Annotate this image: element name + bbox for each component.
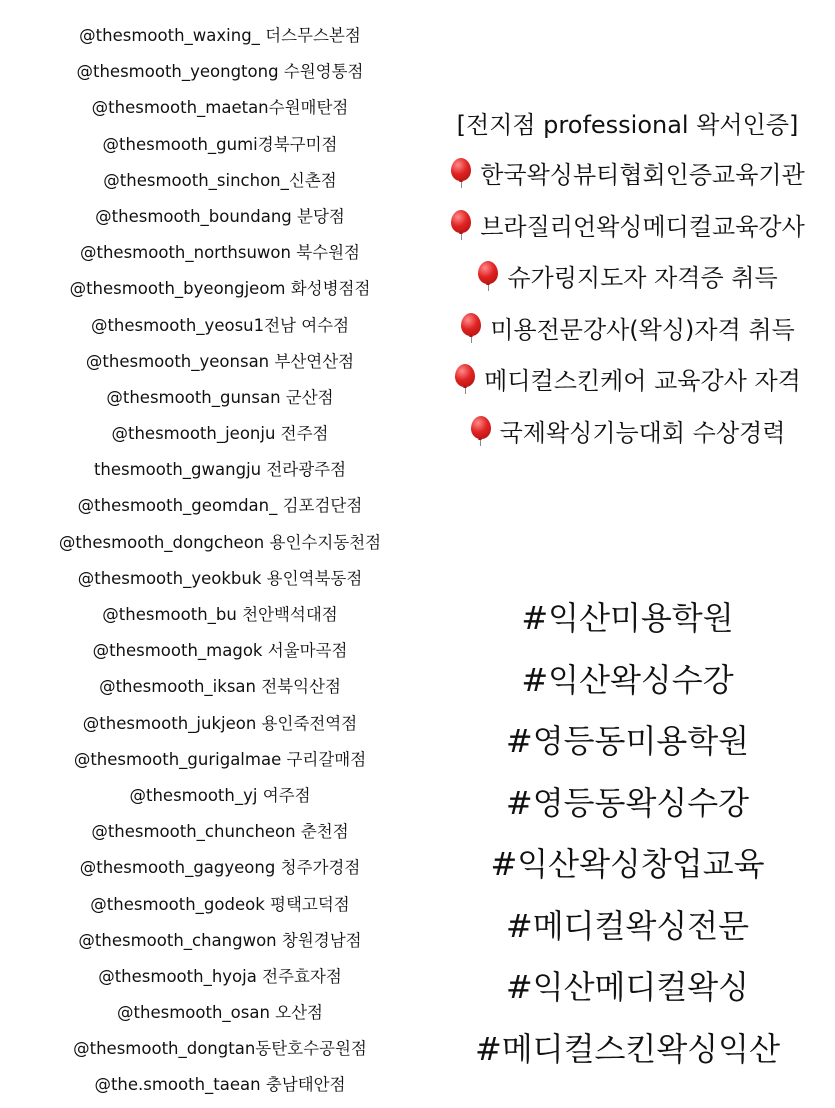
certification-list xyxy=(420,100,835,459)
branch-list xyxy=(0,22,440,1108)
branch-item: @thesmooth_yeongtong 수원영통점 xyxy=(76,62,364,82)
branch-item: @thesmooth_jeonju 전주점 xyxy=(111,424,329,444)
certification-item xyxy=(420,253,835,305)
branch-item: @thesmooth_northsuwon 북수원점 xyxy=(80,243,360,263)
branch-item: @thesmooth_chuncheon 춘천점 xyxy=(91,822,349,842)
branch-item: @thesmooth_gunsan 군산점 xyxy=(106,387,334,407)
red-balloon-icon xyxy=(450,158,472,188)
certification-item xyxy=(420,202,835,254)
certification-text: 슈가링지도자 자격증 취득 xyxy=(507,264,778,292)
branch-item: @thesmooth_dongcheon 용인수지동천점 xyxy=(58,532,382,552)
branch-item: @the.smooth_taean 충남태안점 xyxy=(94,1075,346,1095)
certification-text: 국제왁싱기능대회 수상경력 xyxy=(499,418,786,447)
certification-item xyxy=(420,305,835,357)
branch-item: @thesmooth_boundang 분당점 xyxy=(95,206,345,226)
branch-item: @thesmooth_godeok 평택고덕점 xyxy=(90,894,350,914)
certification-item xyxy=(420,150,835,202)
branch-item: thesmooth_gwangju 전라광주점 xyxy=(93,460,347,480)
hashtag: #영등동왁싱수강 xyxy=(505,783,750,822)
branch-item: @thesmooth_jukjeon 용인죽전역점 xyxy=(82,713,358,733)
branch-item: @thesmooth_yeokbuk 용인역북동점 xyxy=(77,568,363,588)
branch-item: @thesmooth_osan 오산점 xyxy=(117,1003,323,1023)
branch-item: @thesmooth_maetan수원매탄점 xyxy=(91,98,349,118)
hashtag: #익산왁싱창업교육 xyxy=(490,845,765,883)
branch-item: @thesmooth_yeosu1전남 여수점 xyxy=(90,315,350,335)
hashtag: #익산메디컬왁싱 xyxy=(505,968,750,1006)
red-balloon-icon xyxy=(460,313,482,343)
certification-text: 메디컬스킨케어 교육강사 자격 xyxy=(484,367,801,395)
red-balloon-icon xyxy=(470,416,492,446)
branch-item: @thesmooth_magok 서울마곡점 xyxy=(92,641,348,661)
red-balloon-icon xyxy=(454,364,476,394)
branch-item: @thesmooth_yeonsan 부산연산점 xyxy=(85,351,355,371)
branch-item: @thesmooth_iksan 전북익산점 xyxy=(99,677,341,697)
branch-item: @thesmooth_waxing_ 더스무스본점 xyxy=(79,26,361,45)
branch-item: @thesmooth_gumi경북구미점 xyxy=(102,134,338,154)
certification-item xyxy=(420,408,835,460)
certification-text: 미용전문강사(왁싱)자격 취득 xyxy=(490,315,795,344)
branch-item: @thesmooth_dongtan동탄호수공원점 xyxy=(73,1039,367,1059)
branch-item: @thesmooth_bu 천안백석대점 xyxy=(102,605,338,624)
hashtag-list xyxy=(420,590,835,1082)
hashtag: #익산왁싱수강 xyxy=(521,660,734,699)
branch-item: @thesmooth_byeongjeom 화성병점점 xyxy=(69,279,371,299)
branch-item: @thesmooth_yj 여주점 xyxy=(129,785,311,805)
branch-item: @thesmooth_hyoja 전주효자점 xyxy=(98,966,342,986)
red-balloon-icon xyxy=(477,261,499,291)
hashtag: #영등동미용학원 xyxy=(505,722,750,760)
branch-item: @thesmooth_sinchon_신촌점 xyxy=(103,170,337,190)
hashtag: #메디컬왁싱전문 xyxy=(505,906,750,945)
branch-item: @thesmooth_changwon 창원경남점 xyxy=(78,930,362,950)
certification-text: 한국왁싱뷰티협회인증교육기관 xyxy=(480,161,805,189)
red-balloon-icon xyxy=(450,210,472,240)
branch-item: @thesmooth_geomdan_ 김포검단점 xyxy=(77,496,363,516)
hashtag: #익산미용학원 xyxy=(521,599,734,637)
branch-item: @thesmooth_gagyeong 청주가경점 xyxy=(79,858,361,878)
certification-title: [전지점 professional 왁서인증] xyxy=(456,111,799,139)
certification-text: 브라질리언왁싱메디컬교육강사 xyxy=(480,212,805,241)
hashtag: #메디컬스킨왁싱익산 xyxy=(474,1029,781,1068)
certification-item xyxy=(420,356,835,408)
branch-item: @thesmooth_gurigalmae 구리갈매점 xyxy=(73,749,367,769)
